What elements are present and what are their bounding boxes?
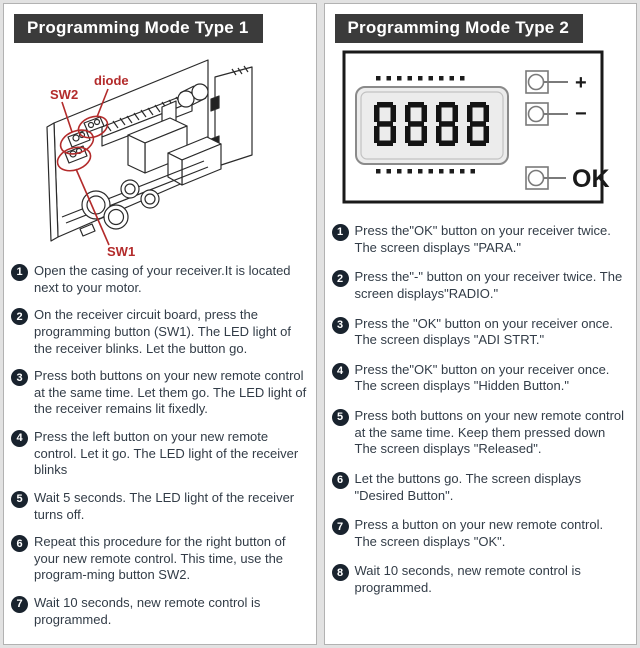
step-number-badge: 1	[11, 264, 28, 281]
circuit-board-figure	[4, 47, 316, 259]
lcd-dots-top	[376, 76, 465, 81]
panel-title-type-1: Programming Mode Type 1	[14, 14, 263, 43]
step-text: Press the left button on your new remote control. Let it go. The LED light of the receiver blinks	[34, 429, 299, 478]
step-number-badge: 6	[332, 472, 349, 489]
step-number-badge: 5	[332, 409, 349, 426]
step-text: Press the"-" button on your receiver twice. The screen displays"RADIO."	[354, 269, 623, 301]
step-text: Press both buttons on your new remote control at the same time. Let them go. The LED light of the receiver remains lit fixedly.	[34, 368, 307, 417]
step-number-badge: 3	[332, 317, 349, 334]
capacitor-mid-2	[141, 190, 159, 208]
step-item	[11, 263, 307, 296]
receiver-display-drawing	[330, 47, 630, 213]
step-item	[332, 563, 628, 596]
step-item	[11, 534, 307, 584]
capacitor-big-2	[104, 205, 128, 229]
step-text: Press the"OK" button on your receiver twice. The screen displays "PARA."	[354, 223, 611, 255]
step-text: Press both buttons on your new remote control at the same time. Keep them pressed down The screen displays "Released".	[354, 408, 625, 457]
receiver-display-figure	[325, 47, 637, 213]
panel-programming-mode-type-1	[3, 3, 317, 645]
plus-button-circle	[529, 75, 544, 90]
step-text: Press a button on your new remote control. The screen displays "OK".	[354, 517, 604, 549]
minus-button-label: −	[575, 103, 587, 125]
step-item	[11, 429, 307, 479]
step-number-badge: 8	[332, 564, 349, 581]
panel-title-type-2: Programming Mode Type 2	[335, 14, 584, 43]
step-text: Open the casing of your receiver.It is located next to your motor.	[34, 263, 291, 295]
step-number-badge: 2	[332, 270, 349, 287]
diode-label: diode	[93, 73, 129, 88]
step-number-badge: 7	[332, 518, 349, 535]
step-text: Let the buttons go. The screen displays "Desired Button".	[354, 470, 582, 503]
step-item	[11, 368, 307, 418]
capacitor-mid-1	[121, 180, 139, 198]
circuit-board-drawing	[10, 47, 310, 259]
ok-button-circle	[529, 171, 544, 186]
step-number-badge: 2	[11, 308, 28, 325]
step-text: On the receiver circuit board, press the programming button (SW1). The LED light of the receiver blinks. Let the button go.	[34, 307, 291, 356]
step-number-badge: 4	[332, 363, 349, 380]
step-text: Wait 10 seconds, new remote control is programmed.	[34, 595, 261, 627]
step-item	[332, 517, 628, 550]
step-text: Press the"OK" button on your receiver once. The screen displays "Hidden Button."	[354, 361, 610, 394]
step-number-badge: 3	[11, 369, 28, 386]
steps-list-type-1	[4, 259, 316, 628]
panel-programming-mode-type-2	[324, 3, 638, 645]
step-item	[11, 307, 307, 357]
minus-button-circle	[529, 107, 544, 122]
step-item	[332, 471, 628, 504]
step-item	[332, 362, 628, 395]
sw1-label: SW1	[106, 244, 135, 259]
step-number-badge: 7	[11, 596, 28, 613]
step-text: Press the "OK" button on your receiver once. The screen displays "ADI STRT."	[354, 315, 614, 348]
step-number-badge: 4	[11, 430, 28, 447]
step-item	[332, 408, 628, 458]
step-number-badge: 5	[11, 491, 28, 508]
sw2-label: SW2	[49, 87, 78, 102]
step-item	[332, 223, 628, 256]
hinge-mark-top	[211, 96, 219, 111]
step-text: Wait 5 seconds. The LED light of the receiver turns off.	[34, 489, 295, 522]
step-item	[332, 269, 628, 302]
step-number-badge: 6	[11, 535, 28, 552]
steps-list-type-2	[325, 213, 637, 597]
step-item	[332, 316, 628, 349]
step-item	[11, 490, 307, 523]
step-number-badge: 1	[332, 224, 349, 241]
plus-button-label: +	[575, 72, 587, 94]
ok-button-label: OK	[572, 165, 610, 193]
step-item	[11, 595, 307, 628]
step-text: Repeat this procedure for the right button of your new remote control. This time, use the program-ming button SW2.	[34, 534, 286, 583]
step-text: Wait 10 seconds, new remote control is programmed.	[354, 563, 581, 595]
